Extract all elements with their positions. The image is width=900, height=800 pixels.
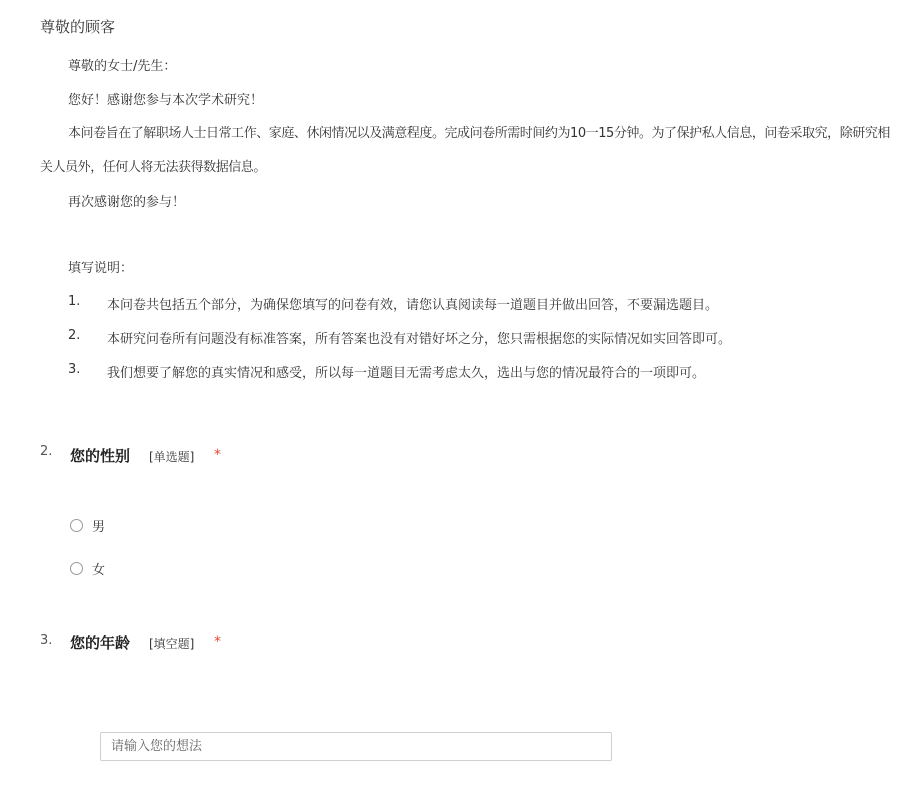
intro-thanks: 您好！感谢您参与本次学术研究！ (68, 93, 264, 108)
intro-description: 本问卷旨在了解职场人士日常工作、家庭、休闲情况以及满意程度。完成问卷所需时间约为10一15分钟。为了保护私人信息，问卷采取究，除研究相关人员外，任何人将无法获得数据信息。 (40, 126, 890, 175)
radio-label: 女 (92, 562, 106, 578)
instruction-number: 2. (68, 328, 81, 343)
radio-label: 男 (92, 519, 106, 535)
radio-button[interactable] (70, 562, 83, 575)
question-number: 3. (40, 633, 53, 648)
intro-thanks-again: 再次感谢您的参与！ (68, 195, 186, 210)
instruction-text: 本问卷共包括五个部分，为确保您填写的问卷有效，请您认真阅读每一道题目并做出回答，不要漏选题目。 (107, 298, 719, 313)
question-title: 您的性别 (70, 447, 131, 465)
instruction-number: 1. (68, 294, 81, 309)
instruction-text: 我们想要了解您的真实情况和感受，所以每一道题目无需考虑太久，选出与您的情况最符合的一项即可。 (107, 366, 706, 381)
instructions-heading: 填写说明： (68, 261, 134, 276)
question-title: 您的年龄 (70, 634, 131, 652)
required-asterisk: * (214, 447, 221, 463)
instruction-number: 3. (68, 362, 81, 377)
radio-button[interactable] (70, 519, 83, 532)
instruction-text: 本研究问卷所有问题没有标准答案，所有答案也没有对错好坏之分，您只需根据您的实际情况如实回答即可。 (107, 332, 732, 347)
greeting-title: 尊敬的顾客 (40, 18, 116, 36)
age-input[interactable] (100, 732, 612, 761)
question-type-label: [填空题] (149, 637, 195, 651)
intro-salutation: 尊敬的女士/先生： (68, 59, 177, 74)
required-asterisk: * (214, 634, 221, 650)
gender-option-female[interactable] (70, 559, 105, 577)
question-type-label: [单选题] (149, 450, 195, 464)
gender-option-male[interactable] (70, 516, 105, 534)
question-number: 2. (40, 444, 53, 459)
